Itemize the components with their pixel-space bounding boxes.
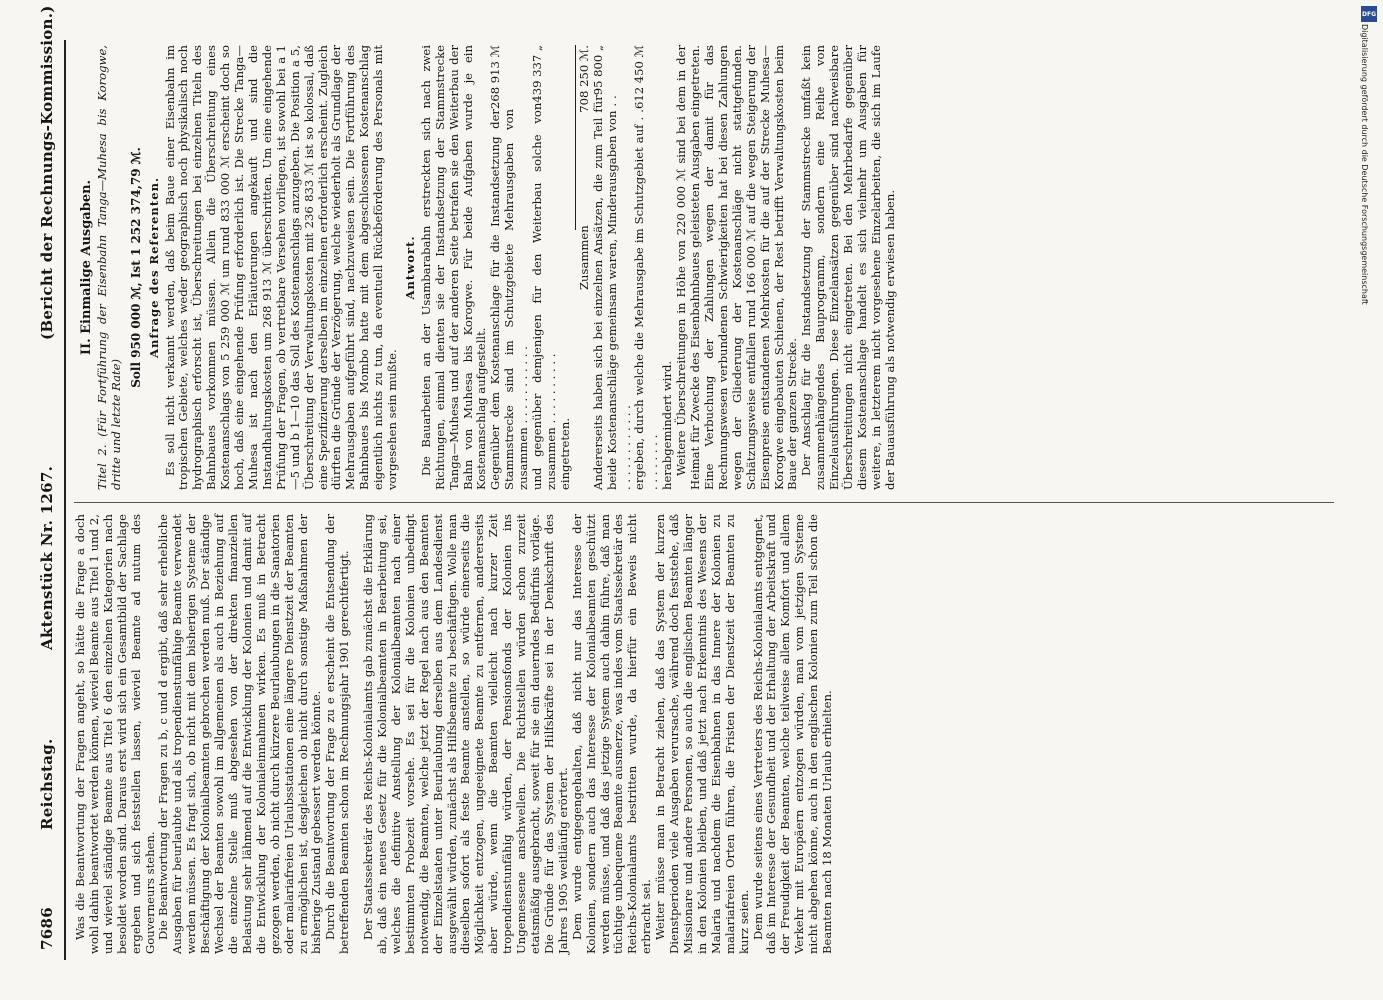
total-amount: 708 250 ℳ. [576, 45, 591, 113]
sum-label: Gegenüber dem Kostenanschlage für die Instandsetzung der Stammstrecke sind im Schutzgebiete Mehrausgaben von zusammen . . . . . . . . . . . [488, 109, 531, 490]
section-title: II. Einmalige Ausgaben. [79, 179, 94, 356]
page-number: 7686 [38, 907, 56, 950]
anfrage-title: Anfrage des Referenten. [146, 176, 161, 359]
dfg-logo-icon: DFG [1361, 6, 1377, 22]
sum-row [633, 45, 661, 490]
sum-rule [575, 45, 576, 230]
parliament-label: Reichstag. [38, 738, 56, 830]
paragraph: Die Beantwortung der Fragen zu b, c und d ergibt, daß sehr erhebliche Ausgaben für beurlaubte und als tropendienstunfähige Beamte verwendet werden müssen. Es fragt sich, ob nicht mit dem bisherigen Systeme der Beschäftigung der Kolonialbeamten gebrochen werden muß. Der ständige Wechsel der Beamten sowohl im allgemeinen als auch in Beziehung auf die einzelne Stelle muß abgesehen von der direkten finanziellen Belastung sehr lähmend auf die Entwicklung der Kolonien und damit auf die Entwicklung der Kolonialeinnahmen wirken. Es muß in Betracht gezogen werden, ob nicht durch kürzere Beurlaubungen in die Sanatorien oder malariafreien Urlaubsstationen eine längere Dienstzeit der Beamten zu ermöglichen ist, desgleichen ob nicht durch sonstige Maßnahmen der bisherige Zustand gebessert werden könnte. [156, 514, 324, 954]
sum-row [531, 45, 559, 490]
paragraph: Durch die Beantwortung der Frage zu e erscheint die Entsendung der betreffenden Beamten schon im Rechnungsjahr 1901 gerechtfertigt. [323, 514, 352, 954]
sum-row [489, 45, 531, 490]
sum-amount: 95 800 „ [590, 45, 605, 96]
antwort-title: Antwort. [402, 235, 417, 300]
paragraph: Weiter müsse man in Betracht ziehen, daß das System der kurzen Dienstperioden viele Ausgaben verursache, während doch feststehe, daß Missionare und andere Personen, so auch die englischen Beamten länger in den Kolonien bleiben, und daß jetzt nach Erkenntnis des Wesens der Malaria und nachdem die Eisenbahnen in das Innere der Kolonien zu malariafreien Orten führen, die Fristen der Dienstzeit der Beamten zu kurz seien. [653, 514, 751, 954]
total-row [578, 45, 592, 490]
paragraph: Der Anschlag für die Instandsetzung der Stammstrecke umfaßt kein zusammenhängendes Bauprogramm, sondern eine Reihe von Einzelausführungen. Diese Einzelansätzen gegenüber sind nachweisbare Überschreitungen nicht eingetreten. Bei den Mehrbedarfe gegenüber diesem Kostenanschlage handelt es sich vielmehr um Ausgaben für weitere, in letzterem nicht vorgesehene Einzelarbeiten, die sich im Laufe der Bauausführung als notwendig erwiesen haben. [799, 45, 897, 490]
report-title: (Bericht der Rechnungs-Kommission.) [38, 5, 56, 340]
column-divider [74, 502, 1334, 503]
titel-line: Titel 2. (Für Fortführung der Eisenbahn Tanga—Muhesa bis Korogwe, dritte und letzte Rate) [94, 45, 123, 490]
text-column-right [74, 45, 898, 490]
paragraph: Die Bauarbeiten an der Usambarabahn erstreckten sich nach zwei Richtungen, einmal dienten sie der Instandsetzung der Stammstrecke Tanga—Muhesa und auf der anderen Seite betrafen sie den Weiterbau der Bahn von Muhesa bis Korogwe. Für beide Aufgaben wurde je ein Kostenanschlag aufgestellt. [418, 45, 489, 490]
header-rule [64, 40, 66, 960]
sum-note: herabgemindert wird. [660, 360, 675, 490]
sum-label: ergeben, durch welche die Mehrausgabe im Schutzgebiet auf . . . . . . . . . . [632, 109, 661, 490]
sum-row [592, 45, 634, 490]
paragraph: Der Staatssekretär des Reichs-Kolonialamts gab zunächst die Erklärung ab, daß ein neues Gesetz für die Kolonialbeamten in Bearbeitung sei, welches die definitive Anstellung der Kolonialbeamten nach einer bestimmten Probezeit vorsehe. Es sei für die Kolonien unbedingt notwendig, die Beamten, welche jetzt der Regel nach aus den Beamten der Einzelstaaten unter Beurlaubung derselben aus dem Landesdienst ausgewählt würden, zunächst als Hilfsbeamte zu beschäftigen. Wolle man dieselben sofort als feste Beamte anstellen, so würde einerseits die Möglichkeit entzogen, ungeeignete Beamte zu entfernen, andererseits aber würde, wenn die Beamten vielleicht nach kurzer Zeit tropendienstunfähig würden, der Pensionsfonds der Kolonien ins Ungemessene anschwellen. Die Richtstellen würden schon zurzeit etatsmäßig ausgebracht, soweit für sie ein dauerndes Bedürfnis vorläge. Die Gründe für das System der Hilfskräfte sei in der Denkschrift des Jahres 1905 weitläufig erörtert. [361, 514, 570, 954]
page-header [38, 5, 66, 950]
paragraph: Weitere Überschreitungen in Höhe von 220 000 ℳ sind bei dem in der Heimat für Zwecke des Eisenbahnbaues geleisteten Ausgaben eingetreten. Eine Verbuchung der Zahlungen wegen der damit für das Rechnungswesen verbundenen Schwierigkeiten hat bei diesen Zahlungen wegen der Gliederung der Kostenanschläge nicht stattgefunden. Schätzungsweise entfallen rund 166 000 ℳ auf die wegen Steigerung der Eisenpreise entstandenen Mehrkosten für die auf der Strecke Muhesa—Korogwe eingebauten Schienen, der Rest betrifft Verwaltungskosten beim Baue der ganzen Strecke. [674, 45, 800, 490]
paragraph: Was die Beantwortung der Fragen angeht, so hätte die Frage a doch wohl dahin beantwortet werden können, wieviel Beamte aus Titel 1 und 2, und wieviel ständige Beamte aus Titel 6 den einzelnen Kategorien nach besoldet worden sind. Daraus erst wird sich ein Gesamtbild der Sachlage ergeben und sich feststellen lassen, wieviel Beamte ad nutum des Gouverneurs stehen. [73, 514, 157, 954]
sum-label: und gegenüber demjenigen für den Weiterbau solche von zusammen . . . . . . . . . . [530, 102, 558, 490]
paragraph: Dem wurde seitens eines Vertreters des Reichs-Kolonialamts entgegnet, daß im Interesse der Gesundheit und der Erhaltung der Arbeitskraft und der Freudigkeit der Beamten, welche teilweise allem Komfort und allem Verkehr mit Europäern entzogen würden, man vom jetzigen Systeme nicht abgehen könne, auch in den englischen Kolonien zum Teil schon die Beamten nach 18 Monaten Urlaub erhielten. [750, 514, 835, 954]
sum-amount: 439 337 „ [530, 45, 545, 103]
paragraph: Dem wurde entgegengehalten, daß nicht nur das Interesse der Kolonien, sondern auch das Interesse der Kolonialbeamten geschützt werden müsse, und daß das jetzige System auch dahin führe, daß man tüchtige unbequeme Beamte ausmerze, was indes vom Staatssekretär des Reichs-Kolonialamts bestritten wurde, da hierfür ein Beweis nicht erbracht sei. [569, 514, 654, 954]
soll-line: Soll 950 000 ℳ, Ist 1 252 374,79 ℳ. [128, 147, 143, 388]
digitization-credit: Digitalisierung gefördert durch die Deutsche Forschungsgemeinschaft [1360, 24, 1369, 305]
sum-amount: 268 913 ℳ [488, 45, 503, 110]
text-column-left [74, 514, 835, 954]
sum-note: eingetreten. [557, 417, 572, 490]
document-number: Aktenstück Nr. 1267. [38, 465, 56, 650]
paragraph: Es soll nicht verkannt werden, daß beim Baue einer Eisenbahn im tropischen Gebiete, welches weder geographisch noch physikalisch noch hydrographisch erforscht ist, Überschreitungen bei einzelnen Titeln des Bahnbaues vorkommen müssen. Allein die Überschreitung eines Kostenanschlags von 5 259 000 ℳ um rund 833 000 ℳ erscheint doch so hoch, daß eine eingehende Prüfung erforderlich ist. Die Strecke Tanga—Muhesa ist nach den Erläuterungen angekauft und sind die Instandhaltungskosten um 268 913 ℳ überschritten. Um eine eingehende Prüfung der Fragen, ob vertretbare Versehen vorliegen, ist sowohl bei a 1—5 und b 1—10 das Soll des Kostenanschlags anzugeben. Die Position a 5, Überschreitung der Verwaltungskosten mit 236 833 ℳ ist so kolossal, daß eine Spezifizierung derselben im einzelnen erforderlich erscheint. Zugleich dürften die Gründe der Verzögerung, welche wiederholt als Grundlage der Mehrausgaben aufgeführt sind, nachzuweisen sein. Die Fortführung des Bahnbaues bis Mombo hatte mit dem abgeschlossenen Kostenanschlag eigentlich nichts zu tun, da eventuell Rückbeförderung des Personals mit vorgesehen sein mußte. [162, 45, 400, 490]
total-label: Zusammen [576, 225, 591, 290]
sum-label: Andererseits haben sich bei einzelnen Ansätzen, die zum Teil für beide Kostenanschläge gemeinsam waren, Minderausgaben von . . . . . . . . . . . . . . [590, 95, 633, 490]
sum-amount: 612 450 ℳ [632, 45, 647, 110]
